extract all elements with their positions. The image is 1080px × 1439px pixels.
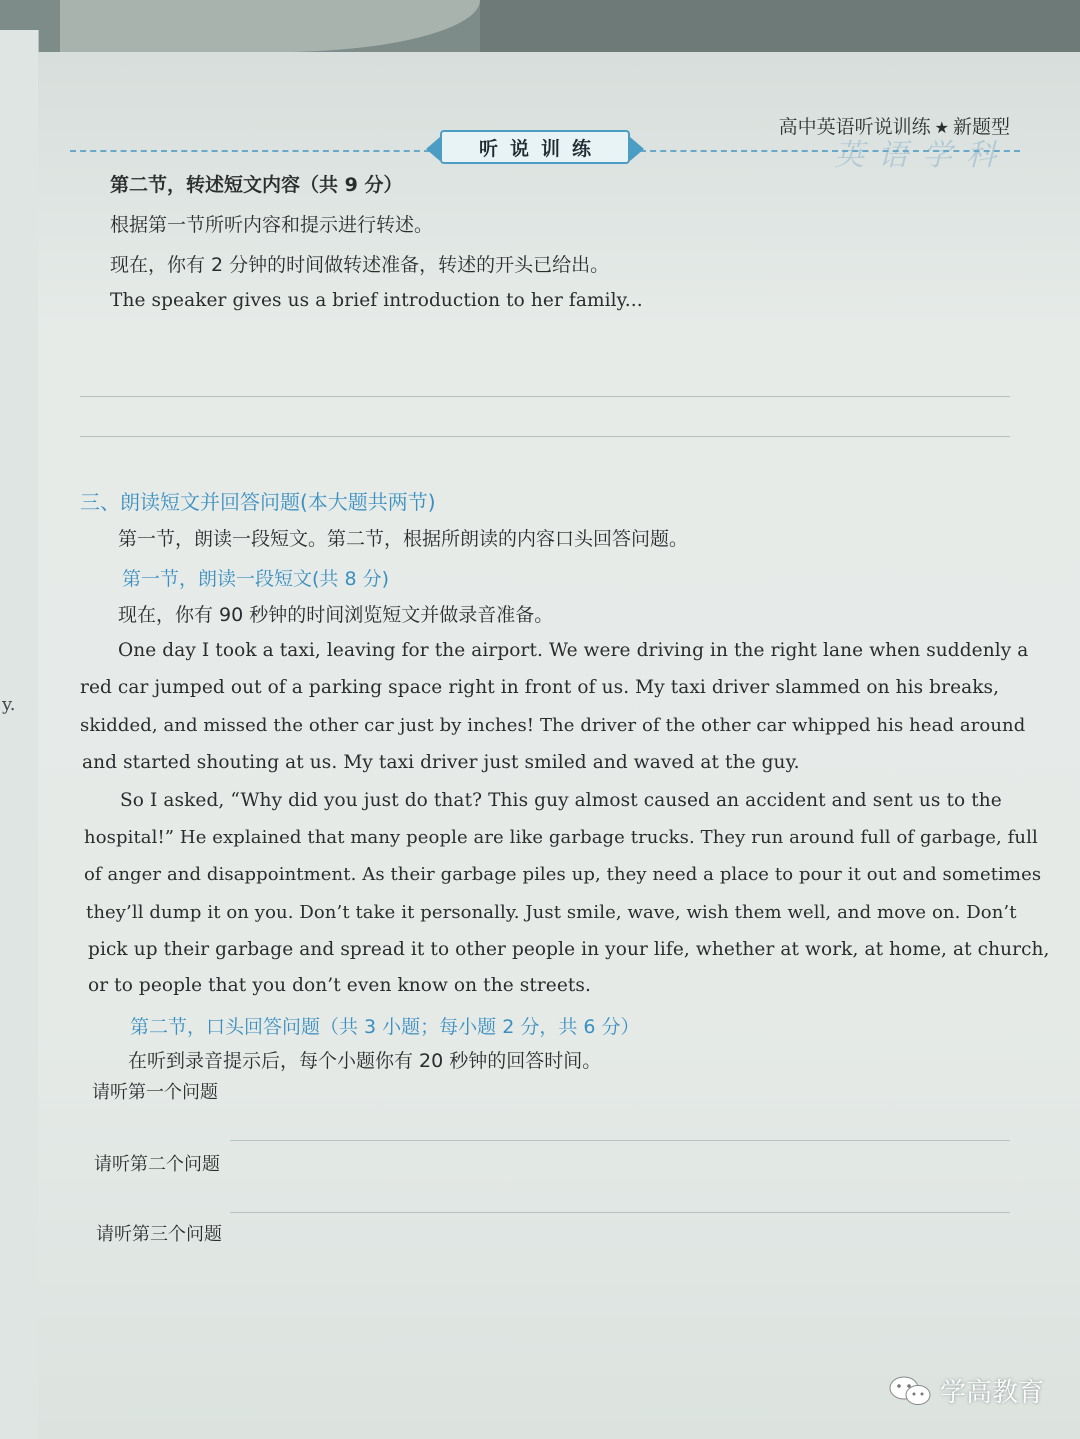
answer-line xyxy=(230,1140,1010,1141)
wechat-icon xyxy=(888,1374,932,1408)
section-badge: 听说训练 xyxy=(440,130,630,164)
passage-line: they’ll dump it on you. Don’t take it personally. Just smile, wave, wish them well, and move on. Don’t xyxy=(86,902,1017,923)
passage-line: skidded, and missed the other car just by inches! The driver of the other car whipped his head around xyxy=(80,715,1026,736)
header-dash-left xyxy=(70,150,430,152)
instruction: 现在，你有 2 分钟的时间做转述准备，转述的开头已给出。 xyxy=(110,254,610,276)
part-title: 三、朗读短文并回答问题(本大题共两节) xyxy=(80,490,436,514)
header-watermark: 英语学科 xyxy=(834,138,1010,173)
wechat-watermark xyxy=(888,1372,1044,1409)
question-label: 请听第二个问题 xyxy=(94,1154,220,1175)
passage-line: pick up their garbage and spread it to other people in your life, whether at work, at home, at church, xyxy=(88,939,1050,960)
passage-line: and started shouting at us. My taxi driver just smiled and waved at the guy. xyxy=(82,752,800,773)
answer-line xyxy=(230,1212,1010,1213)
background-edge xyxy=(480,0,1080,52)
part-overview: 第一节，朗读一段短文。第二节，根据所朗读的内容口头回答问题。 xyxy=(118,528,689,550)
passage-line: So I asked, “Why did you just do that? This guy almost caused an accident and sent us to the xyxy=(120,790,1002,811)
subsection-heading: 第一节，朗读一段短文(共 8 分) xyxy=(122,568,389,590)
instruction: 根据第一节所听内容和提示进行转述。 xyxy=(110,214,434,236)
retell-prompt: The speaker gives us a brief introduction to her family... xyxy=(110,290,643,311)
book-subtitle: 新题型 xyxy=(952,116,1010,138)
answer-line xyxy=(80,436,1010,437)
star-icon: ★ xyxy=(934,118,949,137)
subsection-instruction: 现在，你有 90 秒钟的时间浏览短文并做录音准备。 xyxy=(118,604,554,626)
subsection-instruction: 在听到录音提示后，每个小题你有 20 秒钟的回答时间。 xyxy=(128,1050,602,1072)
passage-line: or to people that you don’t even know on the streets. xyxy=(88,975,592,996)
question-label: 请听第一个问题 xyxy=(92,1082,218,1103)
section-heading: 第二节，转述短文内容（共 9 分） xyxy=(110,174,403,196)
passage-line: hospital!” He explained that many people are like garbage trucks. They run around full of garbage, full xyxy=(84,827,1038,848)
passage-line: of anger and disappointment. As their garbage piles up, they need a place to pour it out and sometimes xyxy=(84,864,1042,885)
passage-line: red car jumped out of a parking space right in front of us. My taxi driver slammed on his breaks, xyxy=(80,677,1000,698)
header-dash-right xyxy=(640,150,1020,152)
book-header xyxy=(779,112,1010,139)
watermark-text: 学高教育 xyxy=(939,1378,1044,1408)
book-title: 高中英语听说训练 xyxy=(778,116,931,138)
subsection-heading: 第二节，口头回答问题（共 3 小题；每小题 2 分，共 6 分） xyxy=(130,1016,640,1038)
passage-line: One day I took a taxi, leaving for the airport. We were driving in the right lane when suddenly a xyxy=(118,640,1029,661)
answer-line xyxy=(80,396,1010,397)
left-page-edge xyxy=(0,30,39,1439)
edge-text: y. xyxy=(2,694,16,715)
background-glare xyxy=(60,0,480,52)
question-label: 请听第三个问题 xyxy=(96,1224,222,1245)
